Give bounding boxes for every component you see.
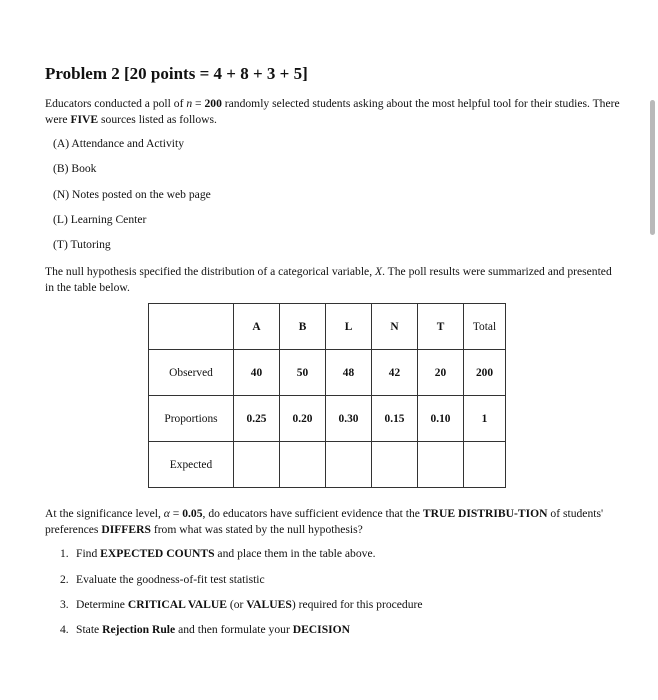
proportions-label: Proportions (149, 396, 234, 442)
task-2: 2. Evaluate the goodness-of-fit test statistic (60, 573, 265, 586)
distribution-table (148, 303, 506, 488)
observed-row (149, 350, 506, 396)
question-paragraph: At the significance level, α = 0.05, do educators have sufficient evidence that the TRUE DISTRIBU-TION of students' preferences DIFFERS from what was stated by the null hypothesis? (45, 507, 604, 536)
expected-label: Expected (149, 442, 234, 488)
proportion-t: 0.10 (418, 396, 464, 442)
header-total: Total (464, 304, 506, 350)
task-1: 1. Find EXPECTED COUNTS and place them in the table above. (60, 547, 376, 560)
header-l: L (326, 304, 372, 350)
expected-l (326, 442, 372, 488)
expected-row (149, 442, 506, 488)
proportion-b: 0.20 (280, 396, 326, 442)
observed-total: 200 (464, 350, 506, 396)
source-item-t: (T) Tutoring (53, 238, 111, 251)
observed-t: 20 (418, 350, 464, 396)
header-n: N (372, 304, 418, 350)
intro-paragraph: Educators conducted a poll of n = 200 randomly selected students asking about the most helpful tool for their studies. There were FIVE sources listed as follows. (45, 97, 620, 126)
observed-label: Observed (149, 350, 234, 396)
header-t: T (418, 304, 464, 350)
proportions-total: 1 (464, 396, 506, 442)
table-header-row (149, 304, 506, 350)
source-item-l: (L) Learning Center (53, 213, 147, 226)
expected-n (372, 442, 418, 488)
header-a: A (234, 304, 280, 350)
expected-total (464, 442, 506, 488)
problem-title: Problem 2 [20 points = 4 + 8 + 3 + 5] (45, 64, 308, 83)
expected-a (234, 442, 280, 488)
header-b: B (280, 304, 326, 350)
scrollbar[interactable] (650, 100, 655, 235)
proportion-a: 0.25 (234, 396, 280, 442)
expected-t (418, 442, 464, 488)
proportion-n: 0.15 (372, 396, 418, 442)
expected-b (280, 442, 326, 488)
source-item-n: (N) Notes posted on the web page (53, 188, 211, 201)
table-corner-cell (149, 304, 234, 350)
null-hypothesis-paragraph: The null hypothesis specified the distribution of a categorical variable, X. The poll results were summarized and presented in the table below. (45, 265, 612, 294)
task-4: 4. State Rejection Rule and then formulate your DECISION (60, 623, 351, 636)
observed-a: 40 (234, 350, 280, 396)
observed-l: 48 (326, 350, 372, 396)
proportions-row (149, 396, 506, 442)
proportion-l: 0.30 (326, 396, 372, 442)
task-3: 3. Determine CRITICAL VALUE (or VALUES) required for this procedure (60, 598, 423, 611)
observed-n: 42 (372, 350, 418, 396)
source-item-a: (A) Attendance and Activity (53, 137, 185, 150)
observed-b: 50 (280, 350, 326, 396)
source-item-b: (B) Book (53, 162, 97, 175)
